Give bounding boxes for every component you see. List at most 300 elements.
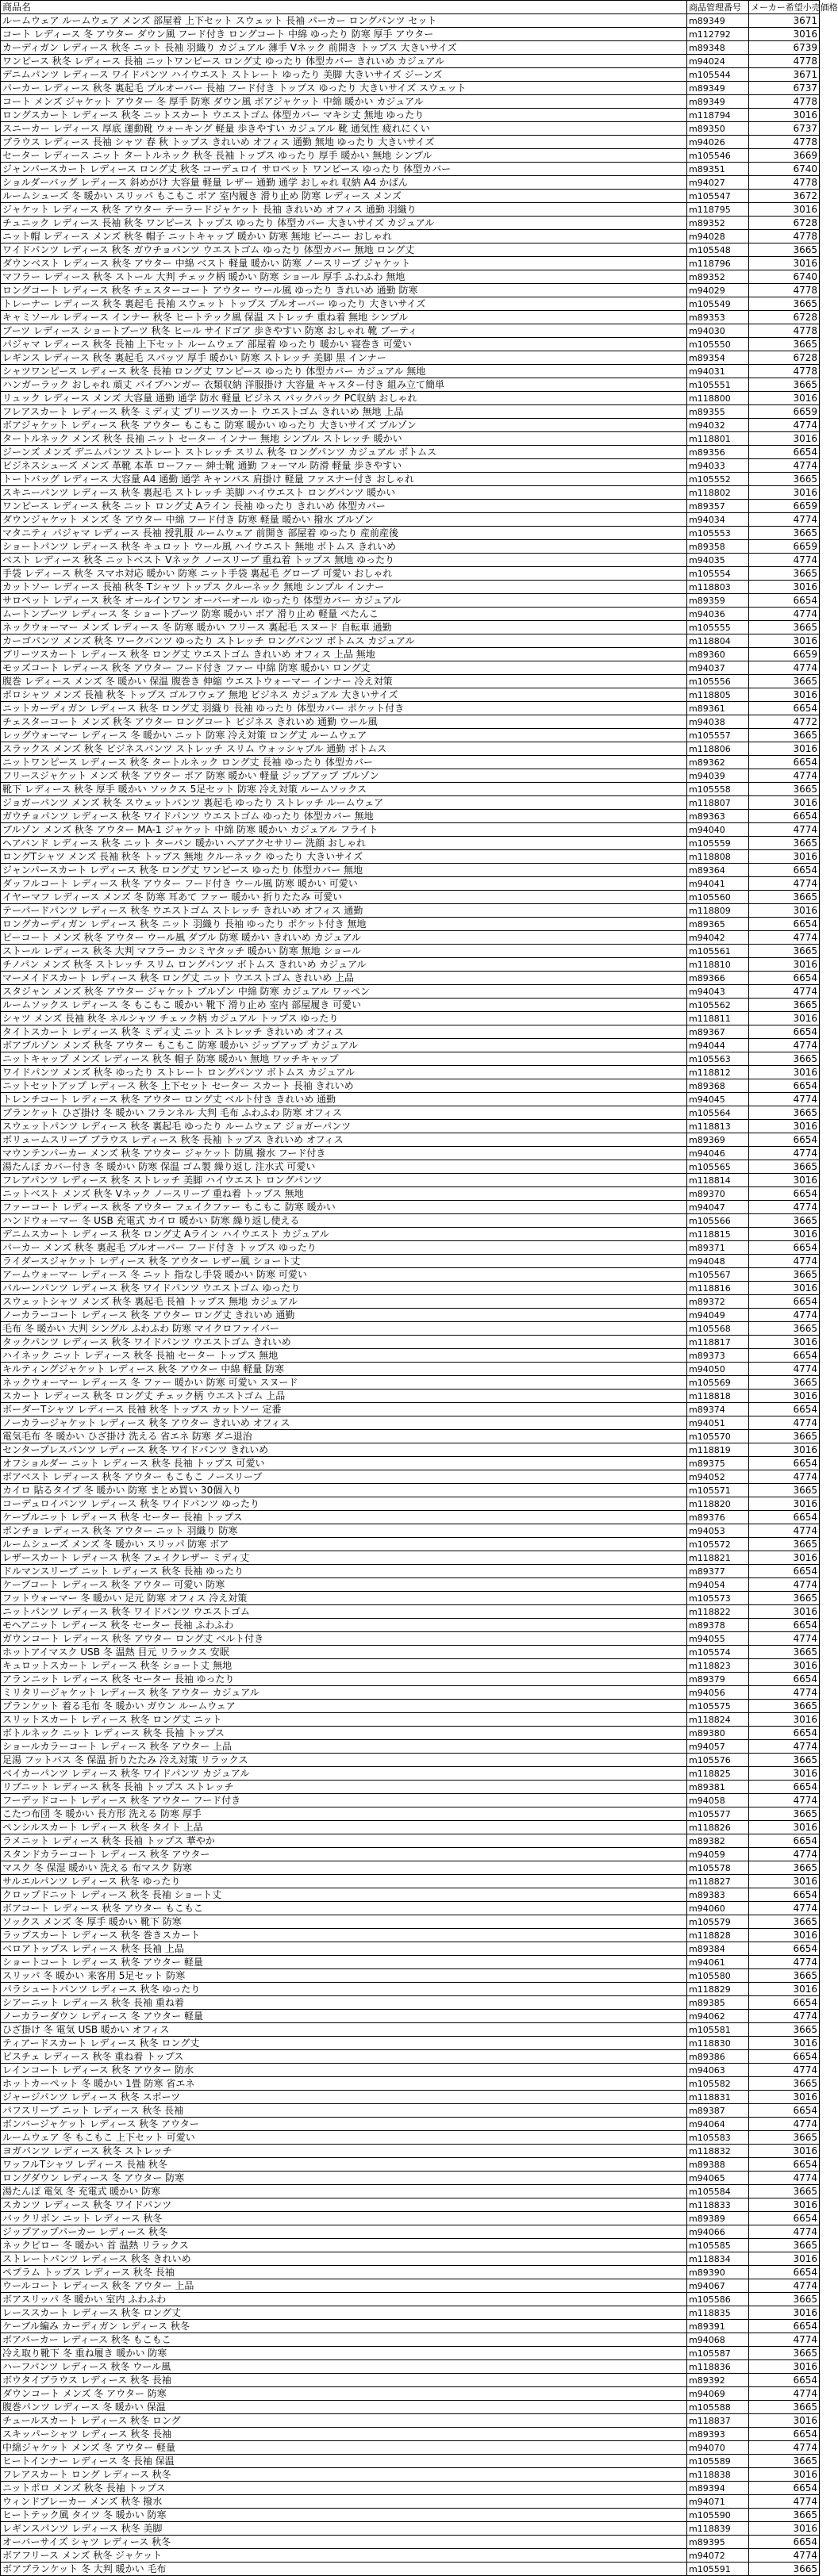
- cell-product-name: ペプラム トップス レディース 秋冬 長袖: [1, 2266, 687, 2279]
- cell-product-code: m94029: [687, 284, 749, 297]
- cell-retail-price: 3016: [749, 2522, 820, 2536]
- cell-retail-price: 3665: [749, 1484, 820, 1497]
- table-row: [1, 1295, 820, 1309]
- cell-retail-price: 4774: [749, 2549, 820, 2563]
- table-row: [1, 136, 820, 149]
- table-row: [1, 567, 820, 581]
- cell-product-code: m118806: [687, 742, 749, 756]
- cell-product-code: m89393: [687, 2428, 749, 2441]
- cell-product-code: m118812: [687, 1066, 749, 1079]
- table-row: [1, 284, 820, 297]
- table-row: [1, 985, 820, 999]
- cell-retail-price: 4774: [749, 2333, 820, 2347]
- cell-product-code: m94063: [687, 2064, 749, 2077]
- table-row: [1, 392, 820, 405]
- cell-product-name: マウンテンパーカー メンズ 秋冬 アウター ジャケット 防風 撥水 フード付き: [1, 1147, 687, 1160]
- cell-retail-price: 6654: [749, 918, 820, 931]
- cell-retail-price: 3016: [749, 1443, 820, 1457]
- cell-retail-price: 4774: [749, 1309, 820, 1322]
- table-row: [1, 891, 820, 904]
- cell-retail-price: 3665: [749, 1430, 820, 1443]
- cell-product-name: 湯たんぽ 電気 冬 充電式 暖かい 防寒: [1, 2185, 687, 2198]
- cell-product-name: ダッフルコート レディース 秋冬 アウター フード付き ウール風 防寒 暖かい 可愛い: [1, 877, 687, 891]
- table-row: [1, 2320, 820, 2333]
- cell-retail-price: 6737: [749, 122, 820, 136]
- cell-product-code: m94050: [687, 1363, 749, 1376]
- cell-retail-price: 3016: [749, 28, 820, 41]
- table-row: [1, 243, 820, 257]
- cell-product-name: ワンピース レディース 秋冬 ニット ロング丈 Aライン 長袖 ゆったり きれいめ 体型カバー: [1, 500, 687, 513]
- cell-retail-price: 3016: [749, 2145, 820, 2158]
- table-row: [1, 55, 820, 68]
- cell-product-code: m105544: [687, 68, 749, 82]
- table-row: [1, 257, 820, 270]
- cell-product-code: m118825: [687, 1767, 749, 1781]
- cell-product-code: m105582: [687, 2077, 749, 2091]
- cell-product-name: ボトルネック ニット レディース 秋冬 長袖 トップス: [1, 1727, 687, 1740]
- table-row: [1, 405, 820, 419]
- table-row: [1, 2266, 820, 2279]
- cell-retail-price: 3016: [749, 1174, 820, 1187]
- cell-retail-price: 6654: [749, 810, 820, 823]
- cell-product-name: ドルマンスリーブ ニット レディース 秋冬 長袖 ゆったり: [1, 1565, 687, 1578]
- cell-product-code: m89355: [687, 405, 749, 419]
- cell-product-code: m89372: [687, 1295, 749, 1309]
- cell-retail-price: 3665: [749, 2509, 820, 2522]
- cell-retail-price: 4774: [749, 1470, 820, 1484]
- cell-product-code: m89392: [687, 2374, 749, 2387]
- cell-retail-price: 6654: [749, 1834, 820, 1848]
- cell-product-name: ケープコート レディース 秋冬 アウター 可愛い 防寒: [1, 1578, 687, 1592]
- cell-retail-price: 3665: [749, 527, 820, 540]
- cell-product-code: m118828: [687, 1929, 749, 1942]
- table-row: [1, 2279, 820, 2293]
- table-row: [1, 675, 820, 688]
- cell-retail-price: 4774: [749, 608, 820, 621]
- cell-product-name: ペンシルスカート レディース 秋冬 タイト 上品: [1, 1821, 687, 1834]
- table-row: [1, 2414, 820, 2428]
- table-row: [1, 1322, 820, 1336]
- cell-product-code: m94038: [687, 715, 749, 729]
- cell-retail-price: 3016: [749, 2037, 820, 2050]
- table-row: [1, 2252, 820, 2266]
- cell-retail-price: 3669: [749, 149, 820, 163]
- table-row: [1, 2522, 820, 2536]
- cell-product-name: カーゴパンツ メンズ 秋冬 ワークパンツ ゆったり ストレッチ ロングパンツ ボトムス カジュアル: [1, 634, 687, 648]
- cell-product-name: 湯たんぽ カバー付き 冬 暖かい 防寒 保温 ゴム製 繰り返し 注水式 可愛い: [1, 1160, 687, 1174]
- cell-product-code: m89382: [687, 1834, 749, 1848]
- cell-product-code: m105587: [687, 2347, 749, 2360]
- cell-product-code: m105553: [687, 527, 749, 540]
- cell-product-name: ハーフパンツ レディース 秋冬 ウール風: [1, 2360, 687, 2374]
- table-row: [1, 1012, 820, 1025]
- cell-retail-price: 3016: [749, 1605, 820, 1619]
- cell-retail-price: 6654: [749, 2374, 820, 2387]
- cell-retail-price: 6654: [749, 864, 820, 877]
- cell-product-code: m105580: [687, 1969, 749, 1983]
- cell-retail-price: 6654: [749, 2266, 820, 2279]
- cell-product-code: m94054: [687, 1578, 749, 1592]
- cell-retail-price: 6659: [749, 648, 820, 661]
- cell-retail-price: 3016: [749, 1282, 820, 1295]
- cell-product-code: m89364: [687, 864, 749, 877]
- cell-retail-price: 4778: [749, 176, 820, 190]
- cell-product-code: m94041: [687, 877, 749, 891]
- table-row: [1, 931, 820, 945]
- cell-product-code: m89363: [687, 810, 749, 823]
- cell-product-name: ルームソックス レディース 冬 もこもこ 暖かい 靴下 滑り止め 室内 部屋履き 可愛い: [1, 999, 687, 1012]
- cell-product-name: ショートパンツ レディース 秋冬 キュロット ウール風 ハイウエスト 無地 ボトムス きれいめ: [1, 540, 687, 554]
- cell-retail-price: 3016: [749, 2306, 820, 2320]
- cell-retail-price: 3016: [749, 2252, 820, 2266]
- table-row: [1, 217, 820, 230]
- cell-retail-price: 3665: [749, 473, 820, 486]
- cell-product-name: パジャマ レディース 秋冬 長袖 上下セット ルームウェア 部屋着 ゆったり 暖かい 寝巻き 可愛い: [1, 338, 687, 351]
- cell-product-name: ルームシューズ メンズ 冬 暖かい スリッパ 防寒 ボア: [1, 1538, 687, 1551]
- cell-product-code: m118833: [687, 2198, 749, 2212]
- cell-retail-price: 3665: [749, 1646, 820, 1659]
- table-row: [1, 1659, 820, 1673]
- cell-retail-price: 6654: [749, 1079, 820, 1093]
- cell-retail-price: 4778: [749, 95, 820, 109]
- table-row: [1, 1956, 820, 1969]
- cell-product-name: ニットキャップ メンズ レディース 秋冬 帽子 防寒 暖かい 無地 ワッチキャップ: [1, 1052, 687, 1066]
- table-row: [1, 513, 820, 527]
- cell-product-code: m94048: [687, 1255, 749, 1268]
- cell-product-name: ダウンジャケット メンズ 冬 アウター 中綿 フード付き 防寒 軽量 暖かい 撥水 ブルゾン: [1, 513, 687, 527]
- cell-product-name: マフラー レディース 秋冬 ストール 大判 チェック柄 暖かい 防寒 ショール 厚手 ふわふわ 無地: [1, 270, 687, 284]
- table-row: [1, 1160, 820, 1174]
- cell-product-code: m105586: [687, 2293, 749, 2306]
- table-row: [1, 608, 820, 621]
- cell-retail-price: 3016: [749, 1767, 820, 1781]
- cell-product-name: ティアードスカート レディース 秋冬 ロング丈: [1, 2037, 687, 2050]
- table-row: [1, 2198, 820, 2212]
- cell-retail-price: 6654: [749, 2482, 820, 2495]
- cell-product-name: ベイカーパンツ レディース 秋冬 ワイドパンツ カジュアル: [1, 1767, 687, 1781]
- cell-product-code: m94059: [687, 1848, 749, 1861]
- table-row: [1, 715, 820, 729]
- table-row: [1, 1915, 820, 1929]
- cell-retail-price: 6740: [749, 163, 820, 176]
- cell-product-code: m94044: [687, 1039, 749, 1052]
- cell-product-name: ウィンドブレーカー メンズ 秋冬 撥水: [1, 2495, 687, 2509]
- cell-product-name: ヒートテック風 タイツ 冬 暖かい 防寒: [1, 2509, 687, 2522]
- cell-retail-price: 3016: [749, 1875, 820, 1888]
- table-row: [1, 270, 820, 284]
- cell-product-name: モッズコート レディース 秋冬 アウター フード付き ファー 中綿 防寒 暖かい ロング丈: [1, 661, 687, 675]
- cell-product-name: コート メンズ ジャケット アウター 冬 厚手 防寒 ダウン風 ボアジャケット 中綿 暖かい カジュアル: [1, 95, 687, 109]
- table-row: [1, 2509, 820, 2522]
- table-row: [1, 1834, 820, 1848]
- table-row: [1, 1673, 820, 1686]
- cell-retail-price: 3016: [749, 2468, 820, 2482]
- cell-product-name: トートバッグ レディース 大容量 A4 通勤 通学 キャンバス 肩掛け 軽量 ファスナー付き おしゃれ: [1, 473, 687, 486]
- table-row: [1, 2118, 820, 2131]
- cell-product-code: m118801: [687, 432, 749, 446]
- cell-retail-price: 6654: [749, 702, 820, 715]
- cell-retail-price: 3665: [749, 2293, 820, 2306]
- cell-product-code: m89349: [687, 14, 749, 28]
- cell-retail-price: 6654: [749, 1888, 820, 1902]
- cell-retail-price: 6654: [749, 2050, 820, 2064]
- table-row: [1, 2468, 820, 2482]
- cell-product-code: m94051: [687, 1416, 749, 1430]
- cell-product-name: ニットワンピース レディース 秋冬 タートルネック ロング丈 長袖 ゆったり 体型カバー: [1, 756, 687, 769]
- cell-retail-price: 4774: [749, 1902, 820, 1915]
- cell-retail-price: 4774: [749, 985, 820, 999]
- cell-retail-price: 4774: [749, 1848, 820, 1861]
- cell-product-name: ルームウェア 冬 もこもこ 上下セット 可愛い: [1, 2131, 687, 2145]
- cell-product-code: m118829: [687, 1983, 749, 1996]
- cell-product-code: m94069: [687, 2387, 749, 2401]
- cell-product-code: m89365: [687, 918, 749, 931]
- cell-product-code: m118807: [687, 796, 749, 810]
- cell-product-name: ボーダーTシャツ レディース 長袖 秋冬 トップス カットソー 定番: [1, 1403, 687, 1416]
- table-row: [1, 2387, 820, 2401]
- cell-product-code: m105584: [687, 2185, 749, 2198]
- cell-product-code: m105552: [687, 473, 749, 486]
- cell-product-name: モヘアニット レディース 秋冬 セーター 長袖 ふわふわ: [1, 1619, 687, 1632]
- cell-product-code: m118838: [687, 2468, 749, 2482]
- cell-retail-price: 3016: [749, 634, 820, 648]
- cell-product-name: フットウォーマー 冬 暖かい 足元 防寒 オフィス 冷え対策: [1, 1592, 687, 1605]
- cell-retail-price: 4774: [749, 1363, 820, 1376]
- cell-retail-price: 6654: [749, 1457, 820, 1470]
- cell-retail-price: 3665: [749, 567, 820, 581]
- cell-retail-price: 3672: [749, 190, 820, 203]
- cell-product-name: ロングダウン レディース 冬 アウター 防寒: [1, 2172, 687, 2185]
- cell-product-code: m89384: [687, 1942, 749, 1956]
- table-row: [1, 2010, 820, 2023]
- cell-retail-price: 4774: [749, 769, 820, 783]
- cell-product-code: m89358: [687, 540, 749, 554]
- cell-product-code: m118824: [687, 1713, 749, 1727]
- cell-retail-price: 3016: [749, 1821, 820, 1834]
- cell-retail-price: 3665: [749, 1700, 820, 1713]
- cell-retail-price: 6654: [749, 1565, 820, 1578]
- cell-retail-price: 3665: [749, 1538, 820, 1551]
- cell-retail-price: 3665: [749, 1861, 820, 1875]
- cell-product-code: m118839: [687, 2522, 749, 2536]
- cell-retail-price: 4774: [749, 554, 820, 567]
- cell-product-name: シアーニット レディース 秋冬 長袖 重ね着: [1, 1996, 687, 2010]
- cell-product-name: ジャンパースカート レディース ロング丈 秋冬 コーデュロイ サロペット ワンピース ゆったり 体型カバー: [1, 163, 687, 176]
- cell-retail-price: 3665: [749, 837, 820, 850]
- table-row: [1, 999, 820, 1012]
- cell-product-name: ロングTシャツ メンズ 長袖 秋冬 トップス 無地 クルーネック ゆったり 大きいサイズ: [1, 850, 687, 864]
- table-row: [1, 1538, 820, 1551]
- table-row: [1, 1754, 820, 1767]
- cell-retail-price: 6654: [749, 756, 820, 769]
- cell-retail-price: 3016: [749, 1228, 820, 1241]
- table-row: [1, 432, 820, 446]
- cell-retail-price: 4778: [749, 55, 820, 68]
- cell-product-name: ワイドパンツ メンズ 秋冬 ゆったり ストレート ロングパンツ ボトムス カジュアル: [1, 1066, 687, 1079]
- table-row: [1, 297, 820, 311]
- cell-product-code: m118811: [687, 1012, 749, 1025]
- cell-product-name: ノーカラージャケット レディース 秋冬 アウター きれいめ オフィス: [1, 1416, 687, 1430]
- table-row: [1, 190, 820, 203]
- cell-product-name: テーパードパンツ レディース 秋冬 ウエストゴム ストレッチ きれいめ オフィス 通勤: [1, 904, 687, 918]
- cell-product-code: m94033: [687, 459, 749, 473]
- cell-retail-price: 3016: [749, 203, 820, 217]
- cell-retail-price: 3671: [749, 68, 820, 82]
- cell-product-name: ワッフルTシャツ レディース 長袖 秋冬: [1, 2158, 687, 2172]
- cell-product-code: m94061: [687, 1956, 749, 1969]
- cell-product-code: m118835: [687, 2306, 749, 2320]
- cell-product-code: m89395: [687, 2536, 749, 2549]
- table-row: [1, 338, 820, 351]
- cell-product-name: ソックス メンズ 冬 厚手 暖かい 靴下 防寒: [1, 1915, 687, 1929]
- cell-product-code: m105572: [687, 1538, 749, 1551]
- cell-product-name: ひざ掛け 冬 電気 USB 暖かい オフィス: [1, 2023, 687, 2037]
- table-row: [1, 972, 820, 985]
- cell-product-code: m89386: [687, 2050, 749, 2064]
- cell-retail-price: 6654: [749, 1403, 820, 1416]
- table-row: [1, 1700, 820, 1713]
- cell-product-name: カットソー レディース 長袖 秋冬 Tシャツ トップス クルーネック 無地 シンプル インナー: [1, 581, 687, 594]
- cell-product-name: コーデュロイパンツ レディース 秋冬 ワイドパンツ ゆったり: [1, 1497, 687, 1511]
- cell-product-name: バックリボン ニット レディース 秋冬: [1, 2212, 687, 2225]
- cell-product-name: フレアスカート レディース 秋冬 ミディ丈 プリーツスカート ウエストゴム きれいめ 無地 上品: [1, 405, 687, 419]
- cell-product-code: m118837: [687, 2414, 749, 2428]
- cell-product-name: ファーコート レディース 秋冬 アウター フェイクファー もこもこ 防寒 暖かい: [1, 1201, 687, 1214]
- cell-retail-price: 3016: [749, 257, 820, 270]
- cell-retail-price: 6659: [749, 405, 820, 419]
- cell-product-code: m105573: [687, 1592, 749, 1605]
- cell-retail-price: 3665: [749, 243, 820, 257]
- cell-product-name: パーカー メンズ 秋冬 裏起毛 プルオーバー フード付き トップス ゆったり: [1, 1241, 687, 1255]
- cell-retail-price: 3665: [749, 2131, 820, 2145]
- cell-product-name: センタープレスパンツ レディース 秋冬 ワイドパンツ きれいめ: [1, 1443, 687, 1457]
- cell-retail-price: 3665: [749, 945, 820, 958]
- cell-retail-price: 4778: [749, 136, 820, 149]
- table-row: [1, 1079, 820, 1093]
- table-row: [1, 2293, 820, 2306]
- table-row: [1, 68, 820, 82]
- cell-retail-price: 3665: [749, 2023, 820, 2037]
- cell-product-name: アームウォーマー レディース 冬 ニット 指なし手袋 暖かい 防寒 可愛い: [1, 1268, 687, 1282]
- cell-product-name: ジョガーパンツ メンズ 秋冬 スウェットパンツ 裏起毛 ゆったり ストレッチ ルームウェア: [1, 796, 687, 810]
- cell-retail-price: 3016: [749, 1336, 820, 1349]
- cell-product-name: ボアパーカー レディース 秋冬 もこもこ: [1, 2333, 687, 2347]
- cell-product-code: m118817: [687, 1336, 749, 1349]
- cell-retail-price: 4774: [749, 1201, 820, 1214]
- table-row: [1, 1052, 820, 1066]
- cell-product-name: スウェットパンツ レディース 秋冬 裏起毛 ゆったり ルームウェア ジョガーパンツ: [1, 1120, 687, 1133]
- cell-product-name: キュロットスカート レディース 秋冬 ショート丈 無地: [1, 1659, 687, 1673]
- cell-retail-price: 6728: [749, 351, 820, 365]
- cell-product-name: ストレートパンツ レディース 秋冬 きれいめ: [1, 2252, 687, 2266]
- table-row: [1, 1187, 820, 1201]
- cell-product-name: ワイドパンツ レディース 秋冬 ガウチョパンツ ウエストゴム ゆったり 体型カバー 無地 ロング丈: [1, 243, 687, 257]
- table-row: [1, 796, 820, 810]
- cell-product-code: m94032: [687, 419, 749, 432]
- table-row: [1, 2455, 820, 2468]
- cell-retail-price: 3671: [749, 14, 820, 28]
- cell-product-name: ボアスリッパ 冬 暖かい 室内 ふわふわ: [1, 2293, 687, 2306]
- cell-product-name: スタジャン メンズ 秋冬 アウター ジャケット ブルゾン 中綿 防寒 カジュアル ワッペン: [1, 985, 687, 999]
- cell-product-name: ブランケット ひざ掛け 冬 暖かい フランネル 大判 毛布 ふわふわ 防寒 オフィス: [1, 1106, 687, 1120]
- table-row: [1, 82, 820, 95]
- cell-product-name: タートルネック メンズ 秋冬 長袖 ニット セーター インナー 無地 シンプル ストレッチ 暖かい: [1, 432, 687, 446]
- table-row: [1, 2536, 820, 2549]
- table-row: [1, 1578, 820, 1592]
- cell-product-name: ボンバージャケット レディース 秋冬 アウター: [1, 2118, 687, 2131]
- table-row: [1, 176, 820, 190]
- cell-retail-price: 3016: [749, 2414, 820, 2428]
- cell-product-code: m94071: [687, 2495, 749, 2509]
- table-row: [1, 1551, 820, 1565]
- cell-product-code: m105548: [687, 243, 749, 257]
- table-row: [1, 1025, 820, 1039]
- table-row: [1, 2549, 820, 2563]
- cell-product-name: ブラウス レディース 長袖 シャツ 春 秋 トップス きれいめ オフィス 通勤 無地 ゆったり 大きいサイズ: [1, 136, 687, 149]
- table-row: [1, 1214, 820, 1228]
- cell-product-code: m105585: [687, 2239, 749, 2252]
- cell-product-code: m105557: [687, 729, 749, 742]
- cell-retail-price: 6659: [749, 500, 820, 513]
- table-row: [1, 661, 820, 675]
- cell-retail-price: 3016: [749, 742, 820, 756]
- cell-retail-price: 6654: [749, 1133, 820, 1147]
- table-row: [1, 2064, 820, 2077]
- cell-product-code: m94065: [687, 2172, 749, 2185]
- table-row: [1, 1821, 820, 1834]
- cell-retail-price: 4772: [749, 715, 820, 729]
- cell-retail-price: 6659: [749, 540, 820, 554]
- cell-product-code: m94058: [687, 1794, 749, 1807]
- cell-product-name: ハンドウォーマー 冬 USB 充電式 カイロ 暖かい 防寒 繰り返し使える: [1, 1214, 687, 1228]
- cell-product-name: ブランケット 着る毛布 冬 暖かい ガウン ルームウェア: [1, 1700, 687, 1713]
- table-row: [1, 783, 820, 796]
- cell-product-code: m89352: [687, 270, 749, 284]
- cell-retail-price: 3665: [749, 1160, 820, 1174]
- cell-retail-price: 3016: [749, 958, 820, 972]
- table-row: [1, 1983, 820, 1996]
- table-row: [1, 648, 820, 661]
- cell-retail-price: 3665: [749, 378, 820, 392]
- cell-product-code: m94066: [687, 2225, 749, 2239]
- cell-product-name: トレンチコート レディース 秋冬 アウター ロング丈 ベルト付き きれいめ 通勤: [1, 1093, 687, 1106]
- table-row: [1, 2401, 820, 2414]
- cell-retail-price: 3016: [749, 109, 820, 122]
- cell-product-code: m89378: [687, 1619, 749, 1632]
- cell-product-code: m105563: [687, 1052, 749, 1066]
- cell-product-name: こたつ布団 冬 暖かい 長方形 洗える 防寒 厚手: [1, 1807, 687, 1821]
- cell-product-name: オフショルダー ニット レディース 秋冬 長袖 トップス 可愛い: [1, 1457, 687, 1470]
- table-row: [1, 2131, 820, 2145]
- cell-product-name: ブルゾン メンズ 秋冬 アウター MA-1 ジャケット 中綿 防寒 暖かい カジュアル フライト: [1, 823, 687, 837]
- cell-product-code: m89369: [687, 1133, 749, 1147]
- table-row: [1, 527, 820, 540]
- cell-product-code: m94040: [687, 823, 749, 837]
- cell-retail-price: 6654: [749, 1025, 820, 1039]
- cell-product-name: ヒートインナー レディース 冬 長袖 保温: [1, 2455, 687, 2468]
- cell-product-code: m89350: [687, 122, 749, 136]
- cell-product-name: キルティングジャケット レディース 秋冬 アウター 中綿 軽量 防寒: [1, 1363, 687, 1376]
- header-retail-price: メーカー希望小売価格: [749, 1, 820, 14]
- table-row: [1, 1781, 820, 1794]
- cell-product-code: m118796: [687, 257, 749, 270]
- table-row: [1, 2495, 820, 2509]
- cell-retail-price: 6654: [749, 2428, 820, 2441]
- cell-retail-price: 4774: [749, 1524, 820, 1538]
- table-row: [1, 1902, 820, 1915]
- cell-product-name: ブーツ レディース ショートブーツ 秋冬 ヒール サイドゴア 歩きやすい 防寒 おしゃれ 靴 ブーティ: [1, 324, 687, 338]
- cell-product-code: m118827: [687, 1875, 749, 1888]
